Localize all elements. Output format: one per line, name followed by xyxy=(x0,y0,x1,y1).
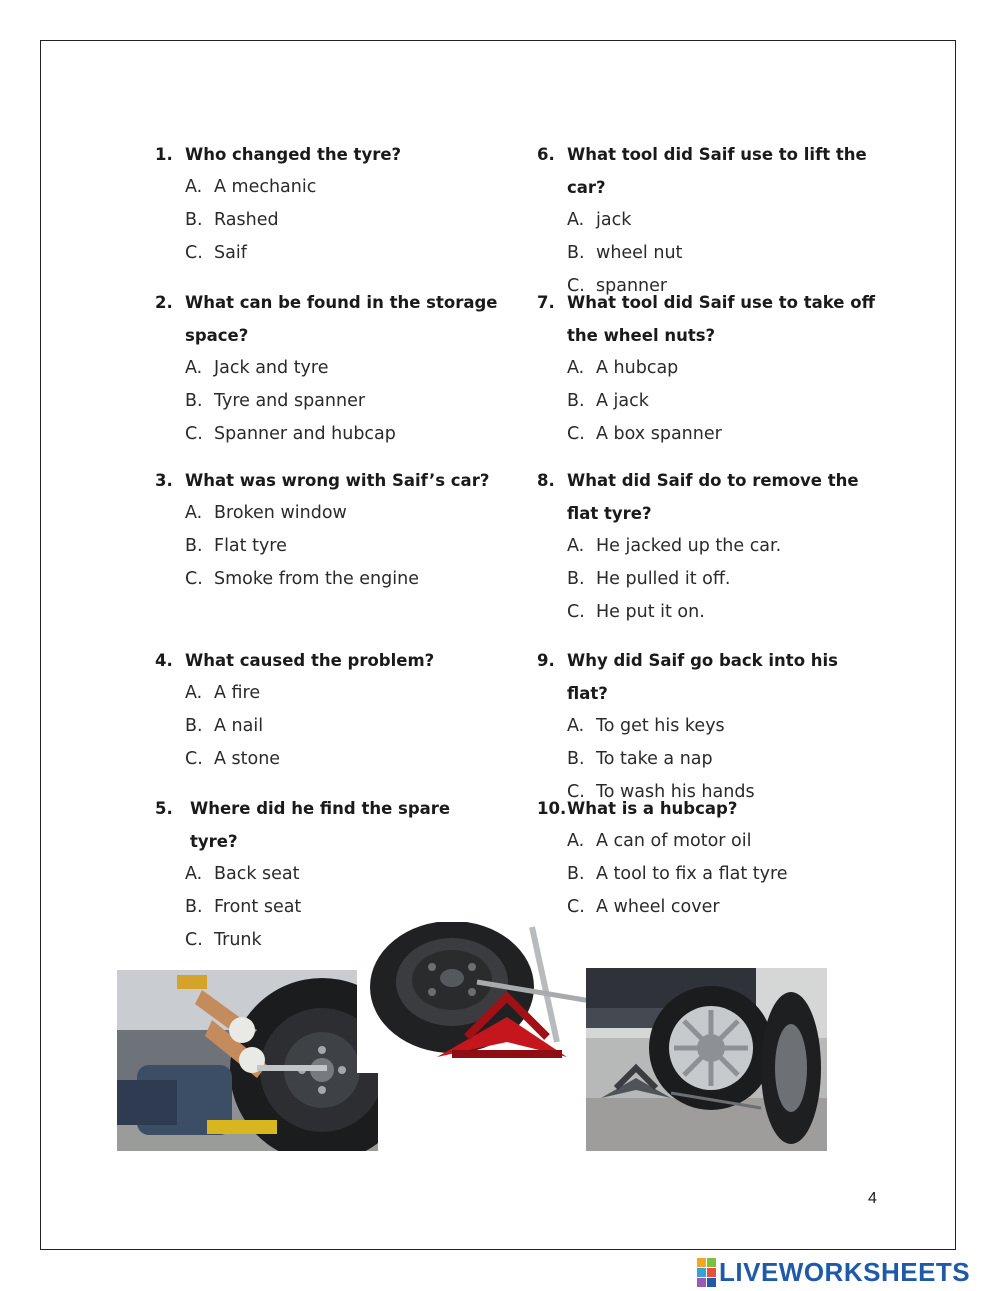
question-text: What did Saif do to remove the flat tyre? xyxy=(567,471,859,523)
question-number: 4. xyxy=(155,651,173,670)
answer-option[interactable]: C. To wash his hands xyxy=(567,782,755,802)
photo-spare-tyre-and-jack xyxy=(357,922,623,1073)
question-text: Where did he find the spare tyre? xyxy=(190,799,451,851)
answer-option[interactable]: C. He put it on. xyxy=(567,602,705,622)
answer-option[interactable]: C. A stone xyxy=(185,749,281,769)
answer-option[interactable]: B. Rashed xyxy=(185,210,279,230)
answer-option[interactable]: C. A wheel cover xyxy=(567,897,720,917)
question-6 xyxy=(537,138,882,296)
answer-option[interactable]: B. He pulled it off. xyxy=(567,569,731,589)
question-10 xyxy=(537,792,882,924)
question-9 xyxy=(537,644,882,802)
answer-option[interactable]: B. Flat tyre xyxy=(185,536,287,556)
answer-option[interactable]: B. wheel nut xyxy=(567,243,683,263)
question-number: 2. xyxy=(155,293,173,312)
answer-option[interactable]: A. Jack and tyre xyxy=(185,358,329,378)
question-text: Why did Saif go back into his flat? xyxy=(567,651,838,703)
question-number: 7. xyxy=(537,293,555,312)
answer-option[interactable]: A. He jacked up the car. xyxy=(567,536,782,556)
answer-option[interactable]: A. Back seat xyxy=(185,864,300,884)
question-2 xyxy=(155,286,500,464)
answer-option[interactable]: B. Tyre and spanner xyxy=(185,391,366,411)
question-8 xyxy=(537,464,882,644)
answer-option[interactable]: C. spanner xyxy=(567,276,668,296)
question-7 xyxy=(537,286,882,464)
page-number: 4 xyxy=(868,1190,877,1207)
answer-option[interactable]: B. Front seat xyxy=(185,897,302,917)
question-number: 1. xyxy=(155,145,173,164)
question-text: What can be found in the storage space? xyxy=(185,293,498,345)
answer-option[interactable]: B. A nail xyxy=(185,716,264,736)
answer-option[interactable]: A. A mechanic xyxy=(185,177,317,197)
liveworksheets-logo xyxy=(697,1257,970,1287)
logo-blocks-icon xyxy=(697,1258,716,1287)
question-text: What tool did Saif use to take off the wheel nuts? xyxy=(567,293,875,345)
photo-mechanic-changing-tyre xyxy=(117,970,378,1151)
question-number: 10. xyxy=(537,799,567,818)
question-number: 3. xyxy=(155,471,173,490)
answer-option[interactable]: A. A can of motor oil xyxy=(567,831,752,851)
question-number: 5. xyxy=(155,799,173,818)
answer-option[interactable]: A. To get his keys xyxy=(567,716,725,736)
answer-option[interactable]: B. A jack xyxy=(567,391,649,411)
photo-car-on-jack xyxy=(586,968,827,1151)
question-4 xyxy=(155,644,500,792)
question-text: Who changed the tyre? xyxy=(185,145,402,164)
questions-right-column xyxy=(537,138,882,924)
question-text: What was wrong with Saif’s car? xyxy=(185,471,490,490)
answer-option[interactable]: A. A hubcap xyxy=(567,358,679,378)
question-1 xyxy=(155,138,500,286)
answer-option[interactable]: B. A tool to fix a flat tyre xyxy=(567,864,788,884)
answer-option[interactable]: C. Trunk xyxy=(185,930,262,950)
answer-option[interactable]: A. Broken window xyxy=(185,503,347,523)
question-number: 8. xyxy=(537,471,555,490)
question-text: What is a hubcap? xyxy=(567,799,738,818)
answer-option[interactable]: A. A fire xyxy=(185,683,261,703)
questions-left-column xyxy=(155,138,500,957)
question-number: 6. xyxy=(537,145,555,164)
answer-option[interactable]: C. Smoke from the engine xyxy=(185,569,419,589)
answer-option[interactable]: A. jack xyxy=(567,210,632,230)
question-number: 9. xyxy=(537,651,555,670)
answer-option[interactable]: C. A box spanner xyxy=(567,424,722,444)
answer-option[interactable]: B. To take a nap xyxy=(567,749,713,769)
question-3 xyxy=(155,464,500,644)
question-text: What caused the problem? xyxy=(185,651,435,670)
answer-option[interactable]: C. Saif xyxy=(185,243,247,263)
answer-option[interactable]: C. Spanner and hubcap xyxy=(185,424,396,444)
brand-text: LIVEWORKSHEETS xyxy=(719,1256,971,1287)
question-text: What tool did Saif use to lift the car? xyxy=(567,145,867,197)
